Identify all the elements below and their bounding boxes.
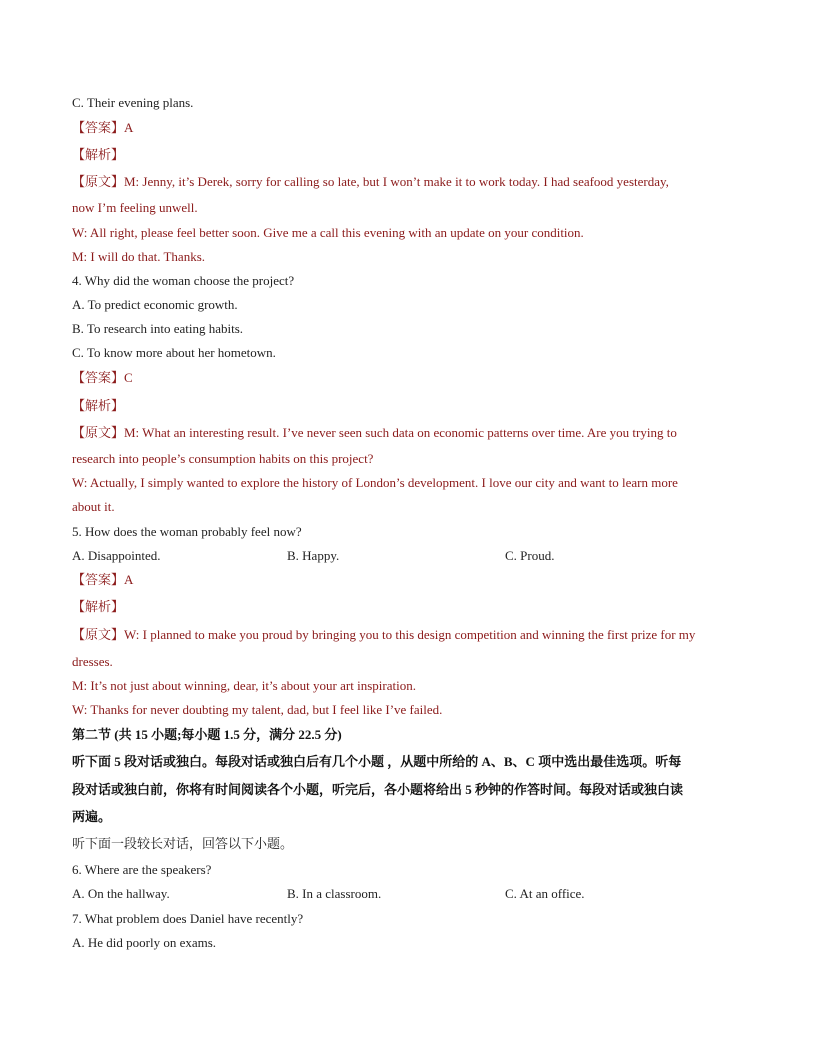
q6-option-c: C. At an office. (505, 886, 585, 901)
q3-transcript-line: now I’m feeling unwell. (72, 200, 198, 215)
q5-transcript-line: M: It’s not just about winning, dear, it’s about your art inspiration. (72, 678, 416, 693)
q5-analysis-label: 【解析】 (72, 599, 125, 614)
q3-transcript-line: 【原文】M: Jenny, it’s Derek, sorry for calling so late, but I won’t make it to work today. I had seafood yesterday, (72, 174, 669, 189)
q4-transcript-line: research into people’s consumption habits on this project? (72, 451, 374, 466)
q7-question: 7. What problem does Daniel have recently? (72, 911, 304, 926)
q5-transcript-line: 【原文】W: I planned to make you proud by bringing you to this design competition and winning the first prize for my (72, 627, 696, 642)
q5-option-b: B. Happy. (287, 548, 340, 563)
q4-analysis-label: 【解析】 (72, 398, 125, 413)
q3-transcript-line: W: All right, please feel better soon. Give me a call this evening with an update on your condition. (72, 225, 584, 240)
q5-transcript-line: W: Thanks for never doubting my talent, dad, but I feel like I’ve failed. (72, 702, 443, 717)
q3-answer: 【答案】A (72, 120, 134, 135)
q4-transcript-line: about it. (72, 499, 115, 514)
q6-option-b: B. In a classroom. (287, 886, 382, 901)
q4-question: 4. Why did the woman choose the project? (72, 273, 295, 288)
q4-option-b: B. To research into eating habits. (72, 321, 244, 336)
q5-question: 5. How does the woman probably feel now? (72, 524, 302, 539)
q4-option-a: A. To predict economic growth. (72, 297, 238, 312)
q5-option-a: A. Disappointed. (72, 548, 161, 563)
q7-option-a: A. He did poorly on exams. (72, 935, 217, 950)
q4-answer: 【答案】C (72, 370, 133, 385)
q5-option-c: C. Proud. (505, 548, 555, 563)
q4-transcript-line: 【原文】M: What an interesting result. I’ve never seen such data on economic patterns over time. Are you trying to (72, 425, 677, 440)
section-instructions-line: 听下面 5 段对话或独白。每段对话或独白后有几个小题 ，从题中所给的 A、B、C 项中选出最佳选项。听每 (72, 754, 682, 769)
q6-question: 6. Where are the speakers? (72, 862, 212, 877)
q4-option-c: C. To know more about her hometown. (72, 345, 276, 360)
q5-answer: 【答案】A (72, 572, 134, 587)
q5-transcript-line: dresses. (72, 654, 113, 669)
section-instructions-line: 两遍。 (72, 809, 112, 824)
q6-option-a: A. On the hallway. (72, 886, 170, 901)
q3-analysis-label: 【解析】 (72, 147, 125, 162)
section-instructions-line: 段对话或独白前，你将有时间阅读各个小题，听完后，各小题将给出 5 秒钟的作答时间。每段对话或独白读 (72, 782, 684, 797)
listening-prompt: 听下面一段较长对话，回答以下小题。 (72, 836, 294, 851)
q4-transcript-line: W: Actually, I simply wanted to explore the history of London’s development. I love our city and want to learn more (72, 475, 678, 490)
q3-transcript-line: M: I will do that. Thanks. (72, 249, 206, 264)
q3-option-c: C. Their evening plans. (72, 95, 194, 110)
section-heading: 第二节 (共 15 小题;每小题 1.5 分，满分 22.5 分) (72, 727, 342, 742)
